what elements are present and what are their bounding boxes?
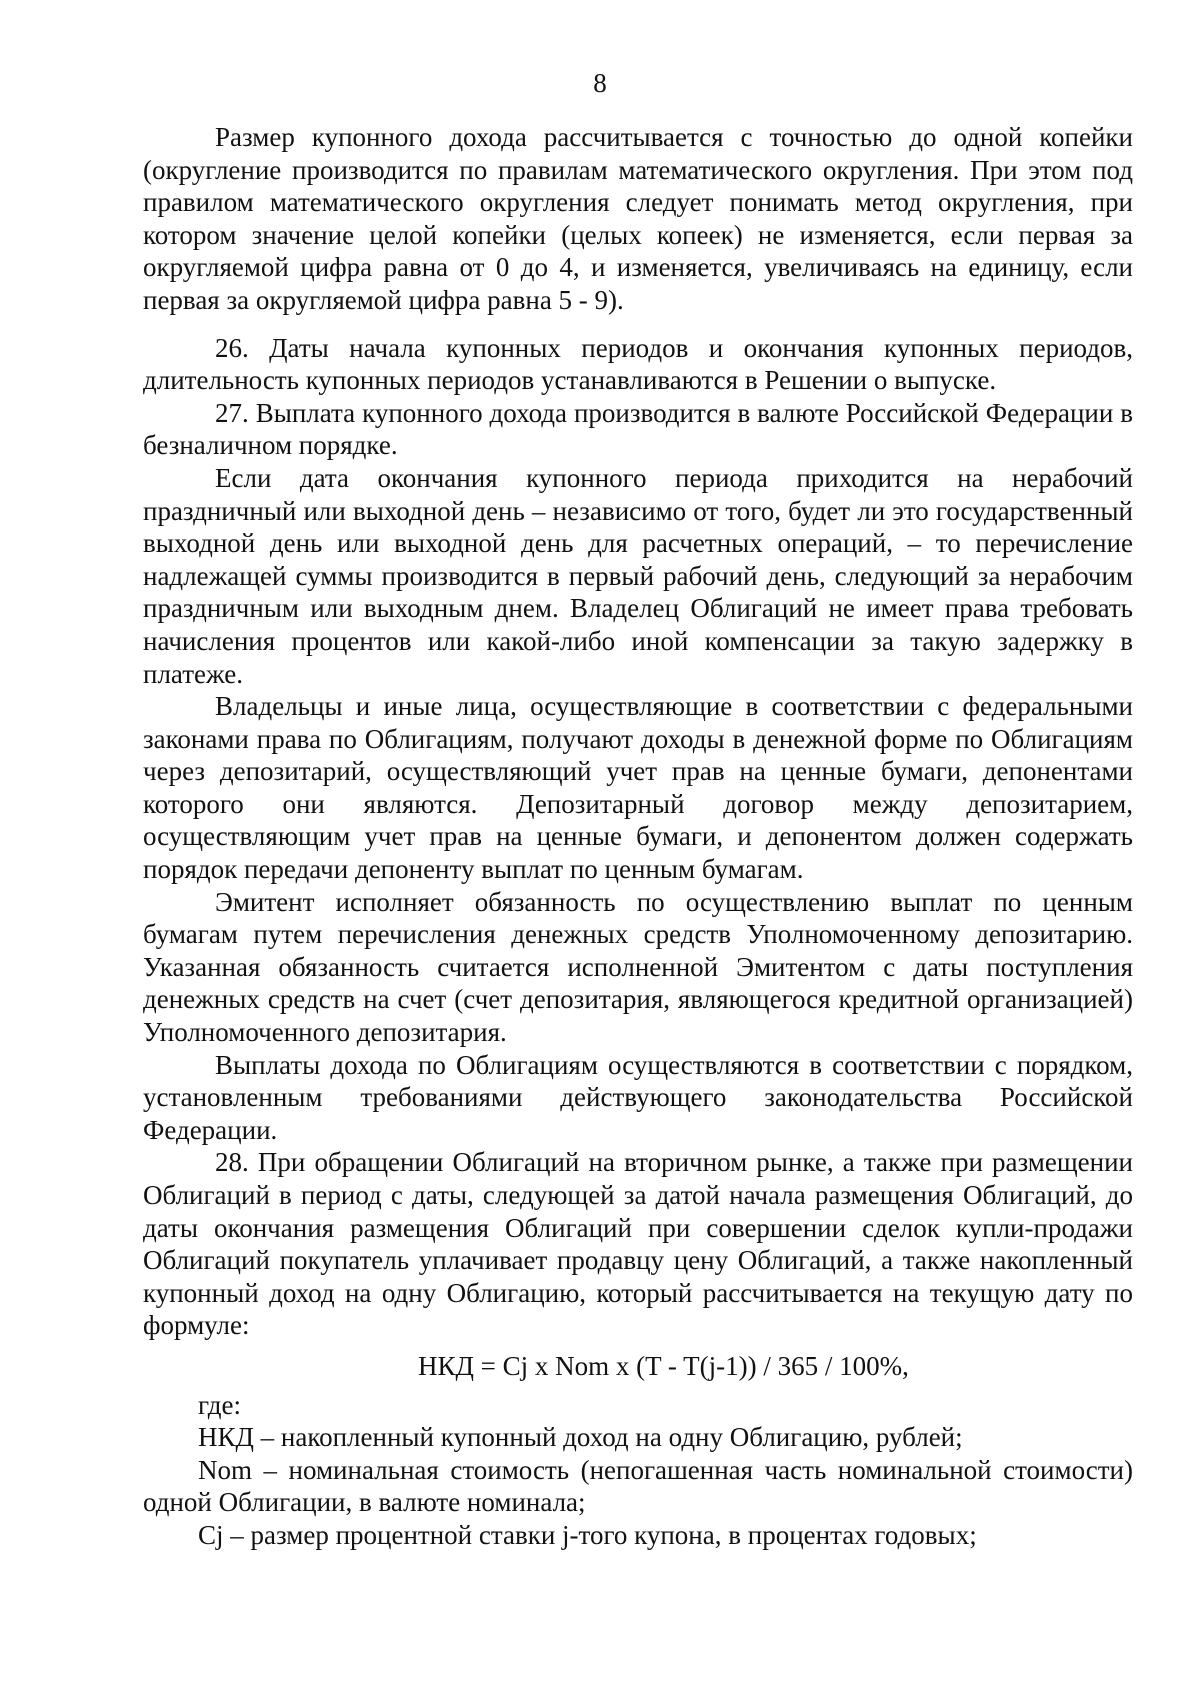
paragraph-clause-27: 27. Выплата купонного дохода производится в валюте Российской Федерации в безналичном порядке. bbox=[143, 397, 1133, 461]
paragraph-coupon-rounding: Размер купонного дохода рассчитывается с точностью до одной копейки (округление производится по правилам математического округления. При этом под правилом математического округления следует понимать метод округления, при котором значение целой копейки (целых копеек) не изменяется, если первая за округляемой цифра равна от 0 до 4, и изменяется, увеличиваясь на единицу, если первая за округляемой цифра равна 5 - 9). bbox=[143, 122, 1133, 315]
definition-nom: Nom – номинальная стоимость (непогашенная часть номинальной стоимости) одной Облигации, в валюте номинала; bbox=[143, 1454, 1133, 1518]
page-number: 8 bbox=[593, 68, 607, 98]
paragraph-holiday-payment: Если дата окончания купонного периода приходится на нерабочий праздничный или выходной день – независимо от того, будет ли это государственный выходной день или выходной день для расчетных операций, – то перечисление надлежащей суммы производится в первый рабочий день, следующий за нерабочим праздничным или выходным днем. Владелец Облигаций не имеет права требовать начисления процентов или какой-либо иной компенсации за такую задержку в платеже. bbox=[143, 462, 1133, 689]
definition-nkd: НКД – накопленный купонный доход на одну Облигацию, рублей; bbox=[198, 1422, 963, 1453]
paragraph-clause-28: 28. При обращении Облигаций на вторичном рынке, а также при размещении Облигаций в период с даты, следующей за датой начала размещения Облигаций, до даты окончания размещения Облигаций при совершении сделок купли-продажи Облигаций покупатель уплачивает продавцу цену Облигаций, а также накопленный купонный доход на одну Облигацию, который рассчитывается на текущую дату по формуле: bbox=[143, 1147, 1133, 1341]
formula-accrued-coupon: НКД = Cj x Nom x (T - T(j-1)) / 365 / 100%, bbox=[418, 1350, 909, 1381]
paragraph-issuer-obligation: Эмитент исполняет обязанность по осуществлению выплат по ценным бумагам путем перечисления денежных средств Уполномоченному депозитарию. Указанная обязанность считается исполненной Эмитентом с даты поступления денежных средств на счет (счет депозитария, являющегося кредитной организацией) Уполномоченного депозитария. bbox=[143, 886, 1133, 1048]
document-body bbox=[143, 121, 1133, 1552]
paragraph-income-payments: Выплаты дохода по Облигациям осуществляются в соответствии с порядком, установленным требованиями действующего законодательства Российской Федерации. bbox=[143, 1049, 1133, 1145]
definition-cj: Cj – размер процентной ставки j-того купона, в процентах годовых; bbox=[198, 1519, 977, 1550]
where-label: где: bbox=[198, 1389, 241, 1420]
paragraph-owners-income: Владельцы и иные лица, осуществляющие в соответствии с федеральными законами права по Облигациям, получают доходы в денежной форме по Облигациям через депозитарий, осуществляющий учет прав на ценные бумаги, депонентами которого они являются. Депозитарный договор между депозитарием, осуществляющим учет прав на ценные бумаги, и депонентом должен содержать порядок передачи депоненту выплат по ценным бумагам. bbox=[143, 691, 1133, 885]
paragraph-clause-26: 26. Даты начала купонных периодов и окончания купонных периодов, длительность купонных периодов устанавливаются в Решении о выпуске. bbox=[143, 332, 1133, 396]
